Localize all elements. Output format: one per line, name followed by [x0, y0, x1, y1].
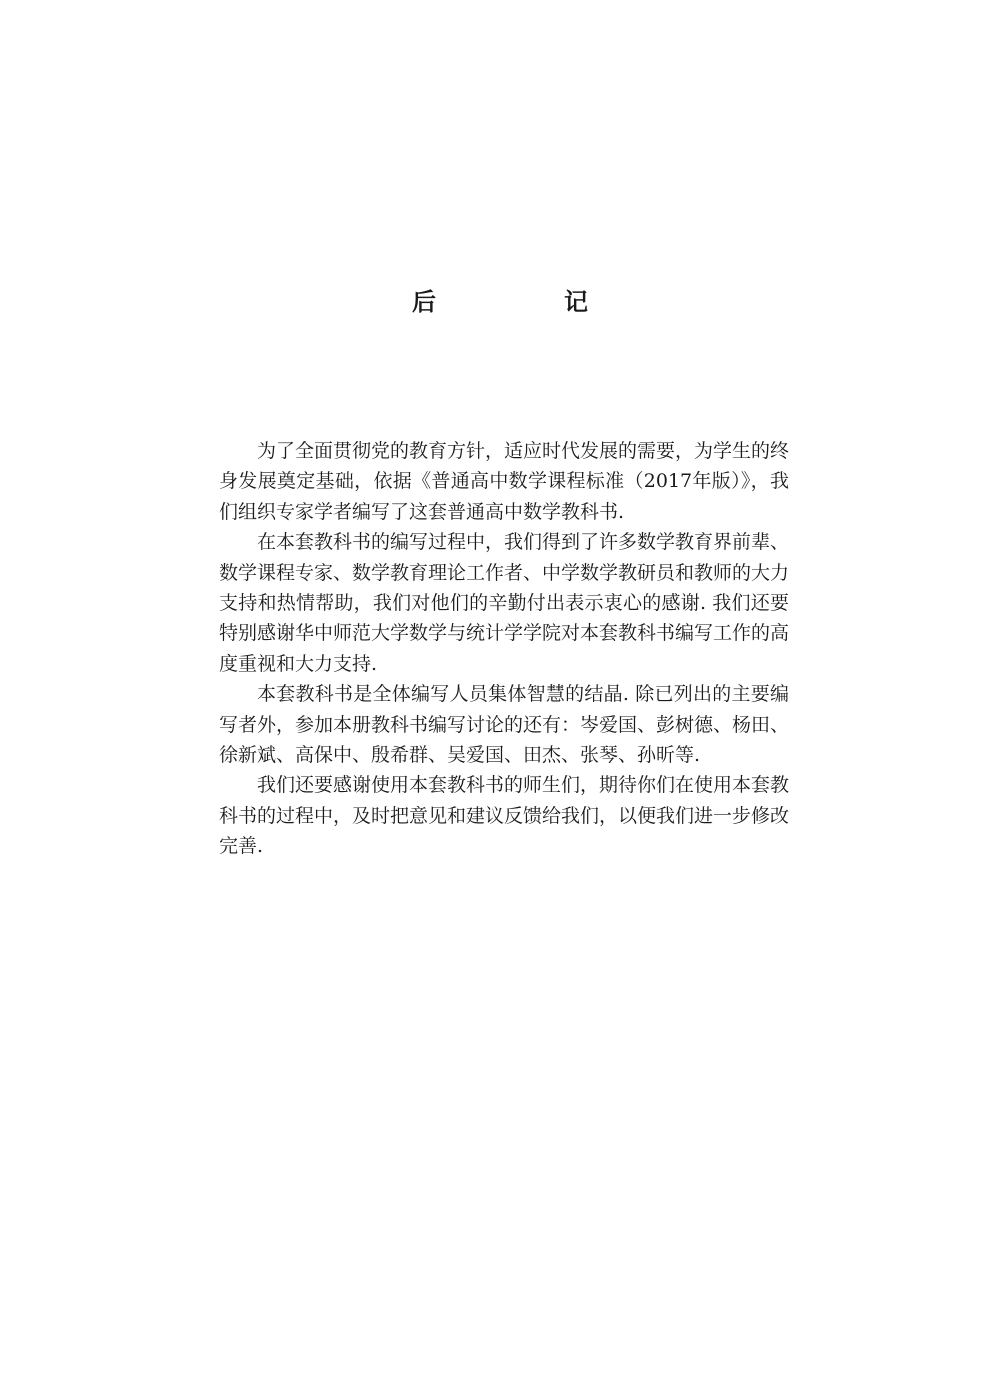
paragraph-4: 我们还要感谢使用本套教科书的师生们，期待你们在使用本套教科书的过程中，及时把意见和建议反馈给我们，以便我们进一步修改完善.: [219, 774, 790, 858]
paragraph-3: 本套教科书是全体编写人员集体智慧的结晶. 除已列出的主要编写者外，参加本册教科书编写讨论的还有：岑爱国、彭树德、杨田、徐新斌、高保中、殷希群、吴爱国、田杰、张琴、孙昕等.: [219, 683, 790, 767]
paragraph-1: 为了全面贯彻党的教育方针，适应时代发展的需要，为学生的终身发展奠定基础，依据《普通高中数学课程标准（2017年版）》，我们组织专家学者编写了这套普通高中数学教科书.: [219, 440, 790, 523]
paragraph-2: 在本套教科书的编写过程中，我们得到了许多数学教育界前辈、数学课程专家、数学教育理论工作者、中学数学教研员和教师的大力支持和热情帮助，我们对他们的辛勤付出表示衷心的感谢. 我们还要特别感谢华中师范大学数学与统计学学院对本套教科书编写工作的高度重视和大力支持.: [219, 531, 790, 675]
page-title: 后 记: [412, 288, 640, 316]
body-text: [219, 436, 789, 862]
